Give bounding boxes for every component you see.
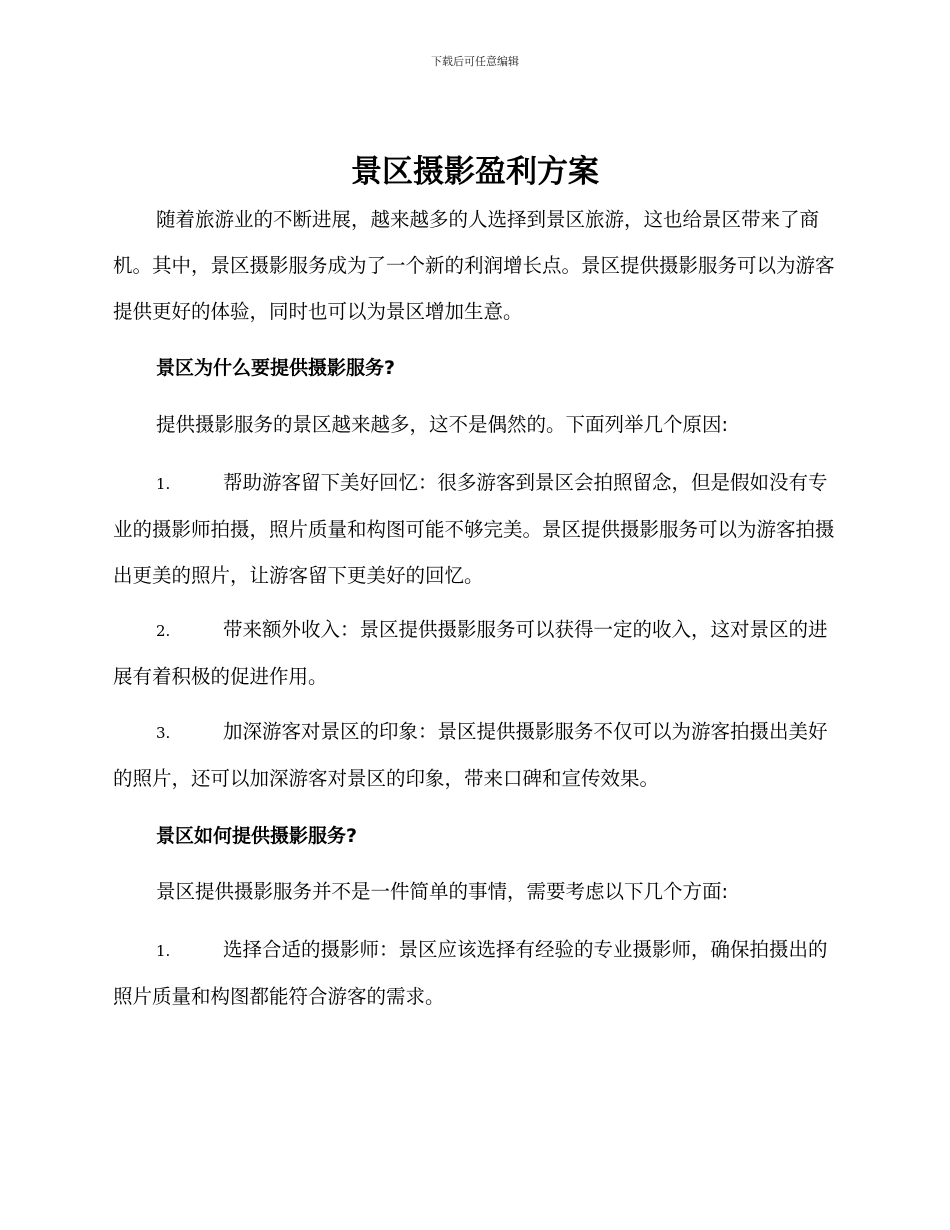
list-item bbox=[113, 460, 838, 599]
section-heading-why: 景区为什么要提供摄影服务? bbox=[156, 357, 396, 379]
list-item-text: 选择合适的摄影师：景区应该选择有经验的专业摄影师，确保拍摄出的照片质量和构图都能符合游客的需求。 bbox=[113, 938, 828, 1008]
list-item bbox=[113, 709, 838, 802]
section1-lead-paragraph: 提供摄影服务的景区越来越多，这不是偶然的。下面列举几个原因: bbox=[156, 413, 729, 436]
list-item-text: 加深游客对景区的印象：景区提供摄影服务不仅可以为游客拍摄出美好的照片，还可以加深游客对景区的印象，带来口碑和宣传效果。 bbox=[113, 720, 828, 790]
list-item-text: 帮助游客留下美好回忆：很多游客到景区会拍照留念，但是假如没有专业的摄影师拍摄，照片质量和构图可能不够完美。景区提供摄影服务可以为游客拍摄出更美的照片，让游客留下更美好的回忆。 bbox=[113, 471, 835, 587]
section-heading-how: 景区如何提供摄影服务? bbox=[156, 825, 358, 847]
document-title: 景区摄影盈利方案 bbox=[351, 154, 599, 190]
list-item bbox=[113, 927, 838, 1020]
list-item-text: 带来额外收入：景区提供摄影服务可以获得一定的收入，这对景区的进展有着积极的促进作用。 bbox=[113, 618, 828, 688]
list-item-number: 1. bbox=[156, 475, 171, 493]
section2-lead-paragraph: 景区提供摄影服务并不是一件简单的事情，需要考虑以下几个方面: bbox=[156, 880, 729, 903]
list-item-number: 2. bbox=[156, 622, 171, 640]
list-item bbox=[113, 607, 838, 700]
header-note: 下载后可任意编辑 bbox=[431, 55, 519, 68]
list-item-number: 1. bbox=[156, 942, 171, 960]
list-item-number: 3. bbox=[156, 724, 171, 742]
intro-paragraph: 随着旅游业的不断进展，越来越多的人选择到景区旅游，这也给景区带来了商机。其中，景区摄影服务成为了一个新的利润增长点。景区提供摄影服务可以为游客提供更好的体验，同时也可以为景区增加生意。 bbox=[113, 208, 835, 323]
